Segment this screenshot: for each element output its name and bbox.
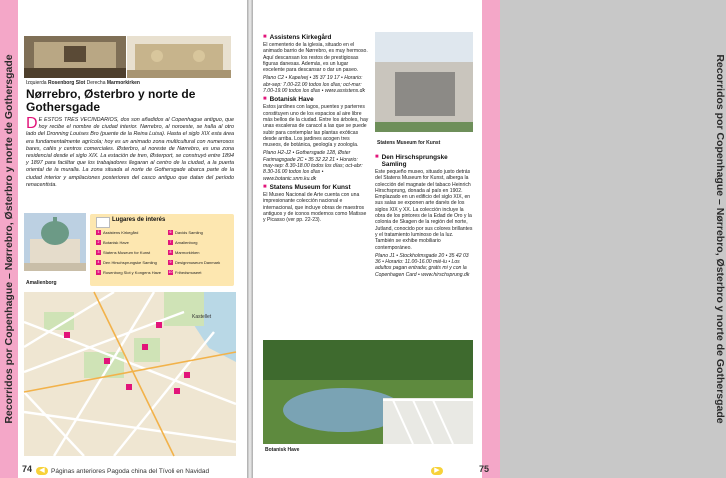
lugares-item (96, 250, 162, 255)
section-statens-title: Statens Museum for Kunst (269, 183, 351, 191)
lugares-number: 3 (97, 250, 100, 254)
lugares-item (168, 270, 234, 275)
lugares-item (96, 230, 162, 235)
caption-rosenborg: Rosenborg Slot (47, 80, 86, 86)
lugares-label: Botanisk Have (103, 240, 129, 245)
lugares-title: Lugares de interés (112, 217, 166, 223)
lugares-item (168, 240, 234, 245)
page-number-left: 74 (22, 464, 33, 474)
lugares-number: 5 (97, 270, 100, 274)
assistens-text: El cementerio de la iglesia, situado en el animado barrio de Nørrebro, es muy hermoso. Aquí descansan los restos de prestigiosas figuras danesas. Además, es un lugar excelente para descansar o dar un paseo. (263, 42, 368, 74)
statens-museum-photo (375, 32, 473, 132)
marmorkirken-illustration (127, 36, 231, 78)
statens-text: El Museo Nacional de Arte cuenta con una impresionante colección nacional e internacional, que incluye obras de maestros antiguos y de iconos modernos como Matisse y Picasso (ver pp. 22-23). (263, 191, 367, 224)
intro-body: E ESTOS TRES VECINDARIOS, dos son añadidos al Copenhague antiguo, que hoy recibe el nombre de ciudad interior. Nørrebro, al noroeste, se halla al otro lado del Dronning Louises Bro (puente de la Reina Luisa). Hasta el siglo XIX esta área era fundamentalmente agrícola; hoy es un animado zona multicultural con numerosos bares, cafés y centros comerciales. Østerbro, al noreste de Nørrebro, es una zona residencial desde el siglo XIX. La estación de tren, Østerport, se construyó entre 1894 y 1897 para facilitar que los trabajadores llegaran al centro de la ciudad, a la puerta oriental de la muralla. La zona situada al norte de Gothersgade abarca parte de la ciudad interior y ampliaciones posteriores del casco antiguo que datan del período renacentista. (26, 117, 234, 188)
lugares-item (168, 250, 234, 255)
section-hirschsprung-title: Den Hirschsprungske Samling (381, 154, 448, 168)
dropcap: D (26, 115, 38, 132)
rosenborg-illustration (24, 36, 126, 78)
lugares-number: 6 (169, 230, 172, 234)
right-page (253, 0, 726, 478)
lugares-label: Assistens Kirkegård (103, 230, 139, 235)
lugares-item (96, 260, 162, 265)
section-botanisk-title: Botanisk Have (269, 96, 314, 104)
caption-right-label: Derecha (86, 80, 106, 86)
side-title-right: Recorridos por Copenhague – Nørrebro, Østerbro y norte de Gothersgade (714, 54, 726, 424)
lugares-label: Rosenborg Slot y Kongens Have (103, 270, 162, 275)
left-page (0, 0, 247, 478)
lugares-label: Amalienborg (175, 240, 198, 245)
left-footer (36, 467, 209, 475)
statens-photo-caption: Statens Museum for Kunst (377, 140, 441, 146)
page-number-right: 75 (479, 464, 490, 474)
prev-arrow-icon: ◀ (36, 467, 48, 475)
lugares-label: Designmuseum Danmark (175, 260, 221, 265)
lugares-item (168, 260, 234, 265)
next-arrow-icon: ▶ (431, 467, 443, 475)
star-icon: ■ (375, 154, 379, 160)
lugares-item (96, 240, 162, 245)
lugares-item (96, 270, 162, 275)
rosenborg-photo (24, 36, 126, 78)
right-column-1 (263, 32, 369, 225)
lugares-label: Marmorkirken (175, 250, 200, 255)
botanisk-text: Estos jardines con lagos, puentes y parterres constituyen uno de los espacios al aire libre más bellos de la ciudad. Entre los árboles, hay unas escaleras de caracol a las que se puede subir para contemplar las plantas exóticas desde arriba. Los jardines acogen tres museos, de botánica, geología y zoología. (263, 104, 369, 149)
amalienborg-photo (24, 213, 86, 271)
lugares-icon (96, 217, 110, 228)
section-hirschsprung (375, 154, 473, 168)
section-assistens (263, 34, 369, 41)
section-statens (263, 184, 369, 191)
side-strip (0, 0, 18, 478)
lugares-number: 4 (97, 260, 100, 264)
intro-text (26, 117, 234, 189)
botanisk-photo-caption: Botanisk Have (265, 447, 300, 453)
lugares-label: Statens Museum for Kunst (103, 250, 151, 255)
amalienborg-illustration (24, 213, 86, 271)
map-illustration (24, 292, 236, 456)
botanisk-info: Plano H2-J2 • Gothersgade 128, Øster Farimagsgade 2C • 35 32 22 21 • Horario: may-sep: 8.30-18.00 todos los días; oct-abr: 8.30-16.00 todos los días • www.botanic.snm.ku.dk (263, 150, 363, 182)
lugares-number: 9 (169, 260, 172, 264)
lugares-item (168, 230, 234, 235)
hirschsprung-info: Plano J1 • Stockholmsgade 20 • 35 42 03 36 • Horario: 11.00-16.00 mié-lu • Los adultos pagan entrada; gratis mi y con la Copenhagen Card • www.hirschsprung.dk (375, 252, 470, 278)
map-label-kastellet: Kastellet (192, 314, 212, 320)
lugares-number: 7 (169, 240, 172, 244)
side-title: Recorridos por Copenhague – Nørrebro, Østerbro y norte de Gothersgade (3, 54, 15, 424)
star-icon: ■ (263, 183, 267, 190)
page-title: Nørrebro, Østerbro y norte de Gothersgade (26, 87, 196, 114)
lugares-label: Davids Samling (175, 230, 203, 235)
star-icon: ■ (263, 34, 267, 40)
assistens-info: Plano C2 • Kapelvej • 35 37 19 17 • Horario: abr-sep: 7.00-22.00 todos los días; oct-mar: 7.00-19.00 todos los días • www.assistens.dk (263, 75, 366, 95)
section-botanisk (263, 96, 369, 103)
hirschsprung-text: Este pequeño museo, situado justo detrás del Statens Museum for Kunst, alberga la colección del magnate del tabaco Heinrich Hirschsprung, donada al país en 1902. Emplazado en un edificio del siglo XIX, en sus salas se exponen arte danés de los siglos XIX y XX. La colección incluye la obra de los pintores de la Edad de Oro y la colonia de Skagen de la región del norte, Jutland, conocido por sus colores brillantes y el tratamiento luminoso de la luz. También se exhibe mobiliario contemporáneo. (375, 169, 473, 251)
amalienborg-caption: Amalienborg (26, 280, 57, 286)
star-icon: ■ (263, 96, 267, 103)
statens-illustration (375, 32, 473, 132)
lugares-number: 1 (97, 230, 100, 234)
footer-text: Páginas anteriores Pagoda china del Tívoli en Navidad (51, 467, 210, 475)
right-column-2 (375, 152, 473, 280)
area-map[interactable] (24, 292, 236, 456)
botanisk-illustration (263, 340, 473, 444)
section-assistens-title: Assistens Kirkegård (269, 34, 332, 41)
caption-left-label: Izquierda (26, 80, 47, 86)
lugares-number: 8 (169, 250, 172, 254)
caption-marmorkirken: Marmorkirken (106, 80, 140, 86)
lugares-label: Frihedsmuseet (175, 270, 202, 275)
right-footer (431, 467, 443, 475)
top-caption (26, 80, 140, 86)
side-strip-right (482, 0, 726, 478)
botanisk-photo (263, 340, 473, 444)
lugares-number: 10 (168, 270, 173, 274)
lugares-label: Den Hirschsprungske Samling (103, 260, 157, 265)
marmorkirken-photo (127, 36, 231, 78)
lugares-number: 2 (97, 240, 100, 244)
